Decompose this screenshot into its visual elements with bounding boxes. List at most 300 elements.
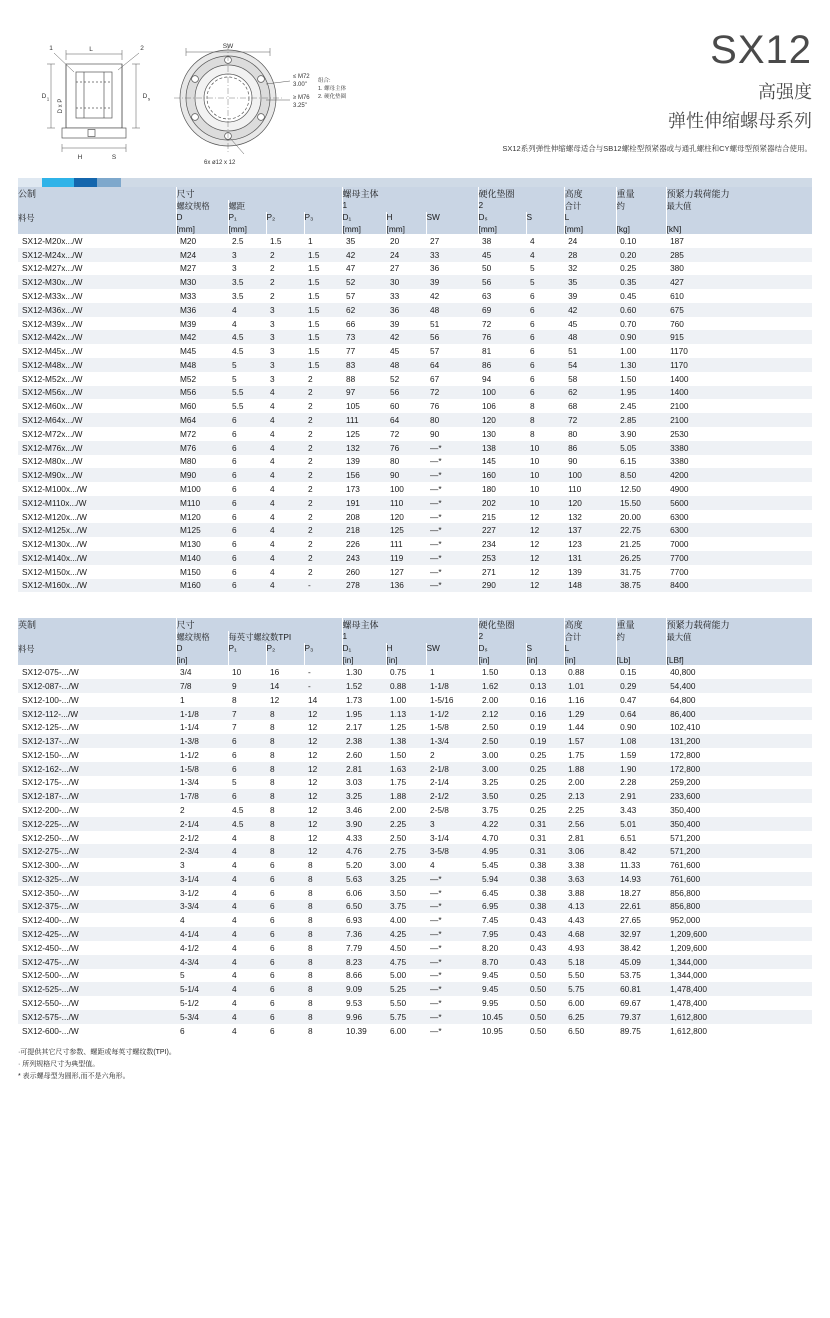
imperial-weight-label: 重量 (616, 618, 666, 631)
table-row (18, 762, 812, 776)
table-cell: 12 (530, 539, 540, 550)
table-cell: 4.70 (482, 832, 499, 843)
table-cell: 0.50 (530, 1011, 547, 1022)
table-cell: M20 (180, 235, 197, 246)
table-cell: 18.27 (620, 887, 641, 898)
table-cell: 8.50 (620, 470, 637, 481)
table-cell: 69.67 (620, 997, 641, 1008)
table-row (18, 872, 812, 886)
table-row (18, 693, 812, 707)
table-cell: 51 (430, 318, 440, 329)
table-cell: 4 (232, 901, 237, 912)
table-cell: 5 (232, 359, 237, 370)
table-cell: 6300 (670, 525, 689, 536)
table-cell: 58 (568, 373, 578, 384)
table-cell: 3.75 (390, 901, 407, 912)
metric_table-part-number: SX12-M100x.../W (22, 483, 88, 494)
table-cell: 234 (482, 539, 496, 550)
table-cell: 60 (390, 401, 400, 412)
table-cell: 6 (232, 736, 237, 747)
metric-col-preload (666, 212, 812, 224)
dim-Ds-label: D (142, 93, 148, 100)
table-cell: 60.81 (620, 984, 641, 995)
imperial-col-H: H (386, 643, 426, 655)
table-cell: 4-1/2 (180, 942, 199, 953)
imperial-unit-D: [in] (176, 655, 228, 665)
table-cell: 0.19 (530, 736, 547, 747)
table-cell: 6 (232, 749, 237, 760)
imperial-unit-preload: [LBf] (666, 655, 684, 666)
footnote-2: · 所列规格尺寸为典型值。 (18, 1060, 100, 1068)
table-cell: 12 (530, 525, 540, 536)
metric-height-sub: 合计 (564, 200, 616, 212)
spacer-cell (18, 200, 176, 212)
table-cell: 6.25 (568, 1011, 585, 1022)
table-cell: 6 (270, 860, 275, 871)
table-cell: 0.47 (620, 694, 637, 705)
metric-weight-label: 重量 (616, 187, 666, 200)
table-cell: 9 (232, 680, 237, 691)
table-cell: 6 (232, 415, 237, 426)
metric_table-part-number: SX12-M72x.../W (22, 428, 83, 439)
table-cell: 278 (346, 580, 360, 591)
table-cell: 1.75 (390, 777, 407, 788)
table-cell: 187 (670, 235, 684, 246)
table-cell: 1.5 (308, 318, 320, 329)
table-cell: 6 (530, 291, 535, 302)
table-cell: 6 (180, 1025, 185, 1036)
imperial-washer-number: 2 (478, 631, 564, 643)
table-cell: 3.63 (568, 873, 585, 884)
metric_table-part-number: SX12-M80x.../W (22, 456, 83, 467)
table-cell: 5.01 (620, 818, 637, 829)
table-cell: 761,600 (670, 860, 701, 871)
table-cell: —* (430, 901, 442, 912)
table-cell: 8 (308, 929, 313, 940)
table-cell: 9.95 (482, 997, 499, 1008)
table-cell: 4.5 (232, 332, 244, 343)
imperial-col-S: S (526, 643, 564, 655)
table-cell: 1.88 (568, 763, 585, 774)
table-cell: 2.00 (482, 694, 499, 705)
table-cell: 131,200 (670, 736, 701, 747)
imperial_table-part-number: SX12-187-.../W (22, 791, 79, 802)
table-cell: 3 (270, 346, 275, 357)
table-cell: —* (430, 456, 442, 467)
table-row (18, 886, 812, 900)
metric-col-weight (616, 212, 666, 224)
table-cell: 8 (308, 1025, 313, 1036)
imperial_table-part-number: SX12-575-.../W (22, 1011, 79, 1022)
table-cell: 0.35 (620, 277, 637, 288)
table-row (18, 982, 812, 996)
table-cell: 4 (270, 580, 275, 591)
table-row (18, 734, 812, 748)
table-row (18, 317, 812, 331)
table-cell: 10 (530, 483, 540, 494)
table-cell: 0.13 (530, 667, 547, 678)
table-cell: 0.31 (530, 846, 547, 857)
table-cell: 5.63 (346, 873, 363, 884)
table-cell: 156 (346, 470, 360, 481)
table-cell: 132 (568, 511, 582, 522)
table-cell: —* (430, 1011, 442, 1022)
table-cell: 9.45 (482, 970, 499, 981)
table-cell: 6 (530, 359, 535, 370)
table-cell: 35 (568, 277, 578, 288)
imperial_table-part-number: SX12-425-.../W (22, 929, 79, 940)
imperial_table-part-number: SX12-475-.../W (22, 956, 79, 967)
table-cell: 4 (270, 539, 275, 550)
table-cell: 4 (270, 525, 275, 536)
table-cell: 4 (270, 511, 275, 522)
table-cell: —* (430, 956, 442, 967)
table-cell: 3 (232, 249, 237, 260)
table-cell: 2.12 (482, 708, 499, 719)
table-cell: 4.43 (568, 915, 585, 926)
table-row (18, 927, 812, 941)
table-cell: 110 (568, 483, 582, 494)
table-cell: 2 (308, 401, 313, 412)
imperial-col-preload (666, 643, 812, 655)
table-cell: 2.45 (620, 401, 637, 412)
metric-unit-SW (426, 224, 478, 234)
table-cell: 0.50 (530, 970, 547, 981)
table-row (18, 803, 812, 817)
table-cell: 120 (390, 511, 404, 522)
footnote-3: * 表示螺母型为圆形,而不是六角形。 (18, 1072, 130, 1080)
table-cell: M36 (180, 304, 197, 315)
table-cell: 1.5 (270, 235, 282, 246)
table-cell: M60 (180, 401, 197, 412)
table-cell: 915 (670, 332, 684, 343)
table-cell: 427 (670, 277, 684, 288)
imperial_table-part-number: SX12-375-.../W (22, 901, 79, 912)
table-cell: 125 (346, 428, 360, 439)
metric-system-label: 公制 (18, 187, 176, 200)
table-cell: 1.73 (346, 694, 363, 705)
table-cell: 380 (670, 263, 684, 274)
table-row (18, 482, 812, 496)
table-cell: 79.37 (620, 1011, 641, 1022)
table-cell: 6 (270, 929, 275, 940)
table-cell: 4 (270, 442, 275, 453)
table-cell: 32 (568, 263, 578, 274)
metric-col-D: D (176, 212, 228, 224)
imperial_table-part-number: SX12-250-.../W (22, 832, 79, 843)
table-cell: 1,209,600 (670, 929, 707, 940)
table-cell: 2 (308, 552, 313, 563)
table-cell: 89.75 (620, 1025, 641, 1036)
table-cell: M48 (180, 359, 197, 370)
table-cell: 2.00 (568, 777, 585, 788)
table-cell: 1 (430, 667, 435, 678)
table-cell: 3.00 (390, 860, 407, 871)
table-cell: 1.52 (346, 680, 363, 691)
table-cell: 4.13 (568, 901, 585, 912)
table-cell: 100 (390, 483, 404, 494)
table-cell: 47 (346, 263, 356, 274)
table-cell: 571,200 (670, 846, 701, 857)
spacer-cell-3 (18, 631, 176, 643)
table-cell: 3-1/4 (430, 832, 449, 843)
table-cell: 8 (270, 818, 275, 829)
table-cell: 1.5 (308, 346, 320, 357)
table-cell: 6 (530, 387, 535, 398)
table-cell: 2-1/2 (180, 832, 199, 843)
imperial-unit-P3 (304, 655, 342, 665)
imperial-unit-SW (426, 655, 478, 665)
imperial_table-part-number: SX12-075-.../W (22, 667, 79, 678)
table-cell: 1.63 (390, 763, 407, 774)
table-cell: 111 (390, 539, 403, 550)
table-cell: 253 (482, 552, 496, 563)
table-cell: 76 (482, 332, 492, 343)
table-cell: 72 (568, 415, 578, 426)
assembly-title: 组合: (318, 78, 331, 84)
table-cell: 22.61 (620, 901, 641, 912)
table-cell: 62 (568, 387, 578, 398)
table-cell: 2.25 (390, 818, 407, 829)
table-cell: 6 (530, 318, 535, 329)
table-cell: 3.90 (620, 428, 637, 439)
metric_table-part-number: SX12-M48x.../W (22, 359, 83, 370)
table-cell: 2.85 (620, 415, 637, 426)
table-cell: 0.38 (530, 887, 547, 898)
dim-H-label: H (77, 154, 83, 161)
table-cell: 173 (346, 483, 360, 494)
spacer-cell-4 (18, 655, 176, 665)
table-cell: 5 (180, 970, 185, 981)
table-cell: 64 (430, 359, 440, 370)
table-cell: 4 (232, 304, 237, 315)
table-cell: 350,400 (670, 805, 701, 816)
table-cell: —* (430, 970, 442, 981)
table-cell: 0.25 (530, 791, 547, 802)
table-cell: 4 (232, 984, 237, 995)
table-cell: 102,410 (670, 722, 701, 733)
table-cell: —* (430, 929, 442, 940)
imperial-height-label: 高度 (564, 618, 616, 631)
table-cell: 1170 (670, 346, 688, 357)
table-cell: M100 (180, 483, 201, 494)
table-cell: 53.75 (620, 970, 641, 981)
table-cell: 2 (308, 387, 313, 398)
table-cell: 10 (530, 497, 540, 508)
table-cell: 22.75 (620, 525, 641, 536)
table-cell: 1.5 (308, 304, 320, 315)
dim-D1-sub: 1 (46, 96, 50, 102)
table-cell: 0.31 (530, 818, 547, 829)
table-cell: 5.45 (482, 860, 499, 871)
table-cell: 56 (482, 277, 492, 288)
table-cell: 1.16 (568, 694, 585, 705)
table-row (18, 551, 812, 565)
table-cell: 54 (568, 359, 578, 370)
table-cell: 6.95 (482, 901, 499, 912)
table-cell: 5600 (670, 497, 689, 508)
imperial-washer-label: 硬化垫圈 (478, 618, 564, 631)
table-cell: 33 (390, 291, 400, 302)
metric_table-part-number: SX12-M110x.../W (22, 497, 87, 508)
table-cell: 28 (568, 249, 578, 260)
table-cell: 3 (270, 359, 275, 370)
metric-col-L: L (564, 212, 616, 224)
table-cell: 80 (568, 428, 578, 439)
table-cell: 3.50 (482, 791, 499, 802)
table-cell: 90 (430, 428, 440, 439)
imperial_table-part-number: SX12-275-.../W (22, 846, 79, 857)
table-cell: 4.95 (482, 846, 499, 857)
table-cell: 56 (390, 387, 400, 398)
table-cell: 12 (308, 736, 318, 747)
table-cell: 4.50 (390, 942, 407, 953)
table-cell: 5.18 (568, 956, 585, 967)
table-cell: 6 (232, 497, 237, 508)
table-cell: 6 (232, 539, 237, 550)
table-cell: 137 (568, 525, 582, 536)
metric-table-header (18, 187, 812, 234)
metric-washer-label: 硬化垫圈 (478, 187, 564, 200)
table-cell: 4 (232, 846, 237, 857)
table-row (18, 358, 812, 372)
table-cell: 180 (482, 483, 496, 494)
table-row (18, 679, 812, 693)
table-cell: 6300 (670, 511, 689, 522)
table-cell: 2.91 (620, 791, 637, 802)
imperial-col-P3: P₃ (304, 643, 342, 655)
table-cell: 6.06 (346, 887, 363, 898)
table-cell: 6 (232, 470, 237, 481)
table-row (18, 441, 812, 455)
metric-unit-P2 (266, 224, 304, 234)
table-cell: 2.17 (346, 722, 363, 733)
metric_table-part-number: SX12-M30x.../W (22, 277, 83, 288)
table-cell: M42 (180, 332, 197, 343)
table-cell: 160 (482, 470, 496, 481)
table-cell: 1.57 (568, 736, 585, 747)
imperial_table-part-number: SX12-225-.../W (22, 818, 79, 829)
imperial_table-part-number: SX12-175-.../W (22, 777, 79, 788)
table-cell: 6 (270, 873, 275, 884)
imperial_table-part-number: SX12-500-.../W (22, 970, 79, 981)
table-row (18, 372, 812, 386)
imperial_table-part-number: SX12-450-.../W (22, 942, 79, 953)
table-cell: 72 (390, 428, 400, 439)
table-cell: 4.5 (232, 346, 244, 357)
table-cell: 12 (308, 791, 318, 802)
table-cell: 0.90 (620, 332, 637, 343)
imperial-nutbody-number: 1 (342, 631, 478, 643)
table-cell: 9.53 (346, 997, 363, 1008)
table-cell: 45 (390, 346, 400, 357)
table-cell: 0.25 (530, 763, 547, 774)
table-cell: 4.00 (390, 915, 407, 926)
table-cell: 1.30 (346, 667, 363, 678)
table-cell: 7.95 (482, 929, 499, 940)
table-cell: 4 (270, 456, 275, 467)
table-cell: 0.16 (530, 708, 547, 719)
table-cell: 57 (430, 346, 440, 357)
table-cell: 1.44 (568, 722, 585, 733)
table-cell: 0.38 (530, 860, 547, 871)
table-cell: 5-3/4 (180, 1011, 199, 1022)
metric_table-part-number: SX12-M90x.../W (22, 470, 83, 481)
table-cell: 1-1/2 (430, 708, 449, 719)
table-cell: 1170 (670, 359, 688, 370)
table-cell: 5.25 (390, 984, 407, 995)
table-cell: 6 (232, 763, 237, 774)
table-cell: 10.45 (482, 1011, 503, 1022)
table-cell: 7/8 (180, 680, 192, 691)
table-cell: 5 (232, 777, 237, 788)
metric_table-part-number: SX12-M64x.../W (22, 415, 83, 426)
table-cell: 1,478,400 (670, 997, 707, 1008)
imperial-col-Ds: Dₛ (478, 643, 526, 655)
imperial_table-part-number: SX12-162-.../W (22, 763, 79, 774)
table-cell: 3 (180, 860, 185, 871)
table-cell: 12 (308, 708, 318, 719)
table-cell: 1-5/16 (430, 694, 454, 705)
table-cell: 0.29 (620, 680, 637, 691)
table-cell: 227 (482, 525, 496, 536)
table-cell: 132 (346, 442, 360, 453)
imperial_table-part-number: SX12-550-.../W (22, 997, 79, 1008)
metric-unit-S (526, 224, 564, 234)
table-cell: 8 (270, 846, 275, 857)
table-cell: 1-3/8 (180, 736, 199, 747)
metric_table-part-number: SX12-M160x.../W (22, 580, 88, 591)
table-cell: 7700 (670, 552, 689, 563)
page-header (0, 0, 830, 176)
table-row (18, 579, 812, 593)
table-cell: 1.29 (568, 708, 585, 719)
table-cell: 5.94 (482, 873, 499, 884)
table-cell: 7700 (670, 566, 689, 577)
table-cell: 8 (308, 956, 313, 967)
table-cell: 3.5 (232, 291, 244, 302)
table-cell: 97 (346, 387, 356, 398)
imperial-col-SW: SW (426, 643, 478, 655)
metric-preload-sub: 最大值 (666, 201, 692, 211)
metric-table-wrapper (18, 187, 812, 592)
table-cell: 2 (270, 263, 275, 274)
table-cell: 76 (430, 401, 440, 412)
table-row (18, 900, 812, 914)
table-cell: 12 (308, 777, 318, 788)
table-cell: 32.97 (620, 929, 641, 940)
metric-nutbody-label: 螺母主体 (342, 187, 478, 200)
imperial-unit-Ds: [in] (478, 655, 526, 665)
table-cell: 12 (308, 722, 318, 733)
table-cell: —* (430, 483, 442, 494)
metric-unit-preload: [kN] (666, 224, 682, 234)
table-cell: M80 (180, 456, 197, 467)
dim-DxP-label: D x P (58, 98, 64, 114)
table-cell: 8 (270, 749, 275, 760)
table-cell: 0.43 (530, 942, 547, 953)
table-cell: 350,400 (670, 818, 701, 829)
table-cell: M150 (180, 566, 201, 577)
table-cell: 7 (232, 722, 237, 733)
table-cell: 52 (390, 373, 400, 384)
table-cell: 50 (482, 263, 492, 274)
table-cell: 1.5 (308, 249, 320, 260)
table-cell: 48 (430, 304, 440, 315)
metric_table-part-number: SX12-M36x.../W (22, 304, 83, 315)
table-cell: 16 (270, 667, 280, 678)
table-cell: 4 (232, 887, 237, 898)
